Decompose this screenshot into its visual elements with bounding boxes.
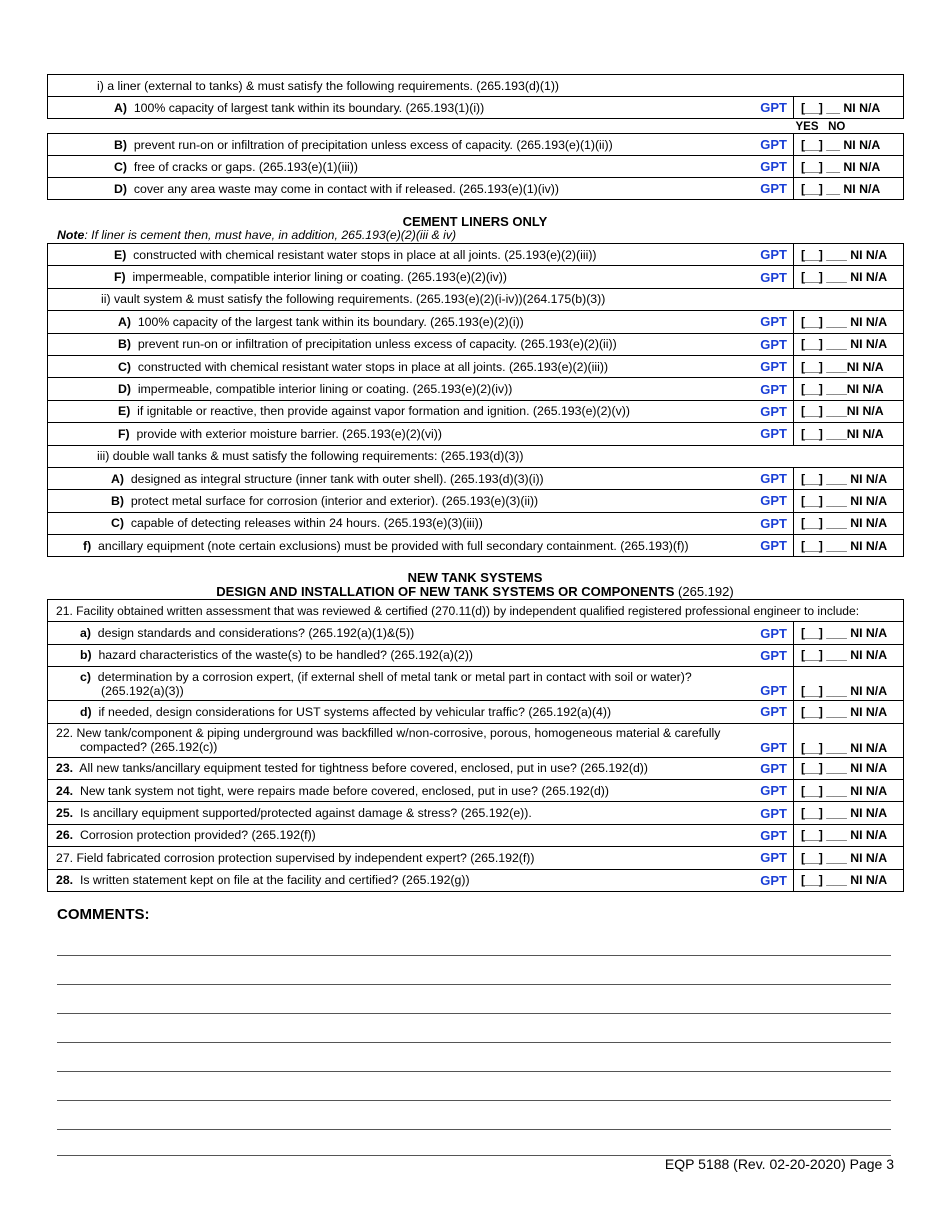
answer-checkbox[interactable]: [__] ___ NI N/A bbox=[794, 512, 904, 534]
comment-line[interactable] bbox=[57, 984, 891, 985]
page-footer: EQP 5188 (Rev. 02-20-2020) Page 3 bbox=[664, 1156, 894, 1172]
table-row: 27. Field fabricated corrosion protection supervised by independent expert? (265.192(f)) GPT [__] ___ NI N/A bbox=[48, 847, 904, 869]
table-row: d) if needed, design considerations for UST systems affected by vehicular traffic? (265.192(a)(4)) GPT [__] ___ NI N/A bbox=[48, 701, 904, 723]
liner-table bbox=[47, 74, 904, 200]
answer-checkbox[interactable]: [__] __ NI N/A bbox=[794, 97, 904, 119]
answer-checkbox[interactable]: [__] ___ NI N/A bbox=[794, 490, 904, 512]
table-row: B) prevent run-on or infiltration of precipitation unless excess of capacity. (265.193(e)(2)(ii)) GPT [__] ___ NI N/A bbox=[48, 333, 904, 355]
gpt-label: GPT bbox=[738, 97, 794, 119]
double-wall-header: iii) double wall tanks & must satisfy the following requirements: (265.193(d)(3)) bbox=[48, 445, 904, 467]
table-row: 23. All new tanks/ancillary equipment tested for tightness before covered, enclosed, put in use? (265.192(d)) GPT [__] ___ NI N/A bbox=[48, 757, 904, 779]
answer-checkbox[interactable]: [__] ___ NI N/A bbox=[794, 757, 904, 779]
cement-liners-title: CEMENT LINERS ONLY bbox=[402, 214, 548, 229]
comments-label: COMMENTS: bbox=[57, 906, 150, 923]
liner-header-row bbox=[48, 75, 904, 97]
table-row: E) constructed with chemical resistant water stops in place at all joints. (25.193(e)(2)(iii)) GPT [__] ___ NI N/A bbox=[48, 244, 904, 266]
table-row: C) free of cracks or gaps. (265.193(e)(1)(iii)) GPT [__] __ NI N/A bbox=[48, 156, 904, 178]
answer-checkbox[interactable]: [__] ___ NI N/A bbox=[794, 622, 904, 644]
answer-checkbox[interactable]: [__] ___ NI N/A bbox=[794, 802, 904, 824]
answer-checkbox[interactable]: [__] ___ NI N/A bbox=[794, 723, 904, 757]
answer-checkbox[interactable]: [__] ___ NI N/A bbox=[794, 333, 904, 355]
answer-checkbox[interactable]: [__] ___ NI N/A bbox=[794, 869, 904, 891]
table-row: D) impermeable, compatible interior lining or coating. (265.193(e)(2)(iv)) GPT [__] ___NI N/A bbox=[48, 378, 904, 400]
new-tank-subtitle: DESIGN AND INSTALLATION OF NEW TANK SYSTEMS OR COMPONENTS (265.192) bbox=[216, 584, 734, 599]
comment-line[interactable] bbox=[57, 1042, 891, 1043]
table-row: a) design standards and considerations? (265.192(a)(1)&(5)) GPT [__] ___ NI N/A bbox=[48, 622, 904, 644]
answer-checkbox[interactable]: [__] ___ NI N/A bbox=[794, 847, 904, 869]
new-tank-table bbox=[47, 599, 904, 892]
table-row: B) protect metal surface for corrosion (interior and exterior). (265.193(e)(3)(ii)) GPT [__] ___ NI N/A bbox=[48, 490, 904, 512]
comment-line[interactable] bbox=[57, 955, 891, 956]
table-row: f) ancillary equipment (note certain exclusions) must be provided with full secondary containment. (265.193)(f)) GPT [__] ___ NI N/A bbox=[48, 535, 904, 557]
table-row: 28. Is written statement kept on file at the facility and certified? (265.192(g)) GPT [__] ___ NI N/A bbox=[48, 869, 904, 891]
table-row: A) 100% capacity of largest tank within its boundary. (265.193(1)(i)) GPT [__] __ NI N/A bbox=[48, 97, 904, 119]
table-row: A) designed as integral structure (inner tank with outer shell). (265.193(d)(3)(i)) GPT [__] ___ NI N/A bbox=[48, 467, 904, 489]
answer-checkbox[interactable]: [__] ___ NI N/A bbox=[794, 824, 904, 846]
vault-header: ii) vault system & must satisfy the following requirements. (265.193(e)(2)(i-iv))(264.175(b)(3)) bbox=[48, 288, 904, 310]
table-row: E) if ignitable or reactive, then provide against vapor formation and ignition. (265.193(e)(2)(v)) GPT [__] ___NI N/A bbox=[48, 400, 904, 422]
answer-checkbox[interactable]: [__] __ NI N/A bbox=[794, 178, 904, 200]
answer-checkbox[interactable]: [__] ___ NI N/A bbox=[794, 244, 904, 266]
comment-line[interactable] bbox=[57, 1071, 891, 1072]
cement-table bbox=[47, 243, 904, 557]
comment-line[interactable] bbox=[57, 1013, 891, 1014]
answer-checkbox[interactable]: [__] __ NI N/A bbox=[794, 134, 904, 156]
table-row: D) cover any area waste may come in contact with if released. (265.193(e)(1)(iv)) GPT [__] __ NI N/A bbox=[48, 178, 904, 200]
table-row: 22. New tank/component & piping underground was backfilled w/non-corrosive, porous, homogeneous material & carefully compacted? (265.192(c)) GPT [__] ___ NI N/A bbox=[48, 723, 904, 757]
table-row: C) capable of detecting releases within 24 hours. (265.193(e)(3)(iii)) GPT [__] ___ NI N/A bbox=[48, 512, 904, 534]
table-row: A) 100% capacity of the largest tank within its boundary. (265.193(e)(2)(i)) GPT [__] ___ NI N/A bbox=[48, 311, 904, 333]
table-row: c) determination by a corrosion expert, (if external shell of metal tank or metal part in contact with soil or water)? (265.192(a)(3)) GPT [__] ___ NI N/A bbox=[48, 667, 904, 701]
yes-no-row bbox=[48, 119, 904, 134]
answer-checkbox[interactable]: [__] ___ NI N/A bbox=[794, 644, 904, 666]
answer-checkbox[interactable]: [__] ___ NI N/A bbox=[794, 701, 904, 723]
comment-line[interactable] bbox=[57, 1100, 891, 1101]
vault-header-row bbox=[48, 288, 904, 310]
table-row: B) prevent run-on or infiltration of precipitation unless excess of capacity. (265.193(e)(1)(ii)) GPT [__] __ NI N/A bbox=[48, 134, 904, 156]
yes-no-label: YES NO bbox=[794, 119, 904, 134]
table-row: 25. Is ancillary equipment supported/protected against damage & stress? (265.192(e)). GPT [__] ___ NI N/A bbox=[48, 802, 904, 824]
answer-checkbox[interactable]: [__] ___ NI N/A bbox=[794, 667, 904, 701]
answer-checkbox[interactable]: [__] ___NI N/A bbox=[794, 423, 904, 445]
q21-row bbox=[48, 600, 904, 622]
comment-line[interactable] bbox=[57, 1129, 891, 1130]
table-row: F) provide with exterior moisture barrier. (265.193(e)(2)(vi)) GPT [__] ___NI N/A bbox=[48, 423, 904, 445]
answer-checkbox[interactable]: [__] ___NI N/A bbox=[794, 378, 904, 400]
answer-checkbox[interactable]: [__] ___ NI N/A bbox=[794, 779, 904, 801]
table-row: 26. Corrosion protection provided? (265.192(f)) GPT [__] ___ NI N/A bbox=[48, 824, 904, 846]
liner-header: i) a liner (external to tanks) & must satisfy the following requirements. (265.193(d)(1)) bbox=[48, 75, 904, 97]
new-tank-title: NEW TANK SYSTEMS bbox=[407, 570, 543, 585]
answer-checkbox[interactable]: [__] ___ NI N/A bbox=[794, 311, 904, 333]
table-row: b) hazard characteristics of the waste(s) to be handled? (265.192(a)(2)) GPT [__] ___ NI N/A bbox=[48, 644, 904, 666]
answer-checkbox[interactable]: [__] __ NI N/A bbox=[794, 156, 904, 178]
q21-text: 21. Facility obtained written assessment that was reviewed & certified (270.11(d)) by independent qualified registered professional engineer to include: bbox=[48, 600, 904, 622]
table-row: C) constructed with chemical resistant water stops in place at all joints. (265.193(e)(2)(iii)) GPT [__] ___NI N/A bbox=[48, 355, 904, 377]
answer-checkbox[interactable]: [__] ___NI N/A bbox=[794, 355, 904, 377]
answer-checkbox[interactable]: [__] ___ NI N/A bbox=[794, 535, 904, 557]
table-row: 24. New tank system not tight, were repairs made before covered, enclosed, put in use? (265.192(d)) GPT [__] ___ NI N/A bbox=[48, 779, 904, 801]
cement-note: Note: If liner is cement then, must have, in addition, 265.193(e)(2)(iii & iv) bbox=[57, 228, 457, 242]
table-row: F) impermeable, compatible interior lining or coating. (265.193(e)(2)(iv)) GPT [__] ___ NI N/A bbox=[48, 266, 904, 288]
double-wall-header-row bbox=[48, 445, 904, 467]
answer-checkbox[interactable]: [__] ___ NI N/A bbox=[794, 467, 904, 489]
answer-checkbox[interactable]: [__] ___NI N/A bbox=[794, 400, 904, 422]
answer-checkbox[interactable]: [__] ___ NI N/A bbox=[794, 266, 904, 288]
